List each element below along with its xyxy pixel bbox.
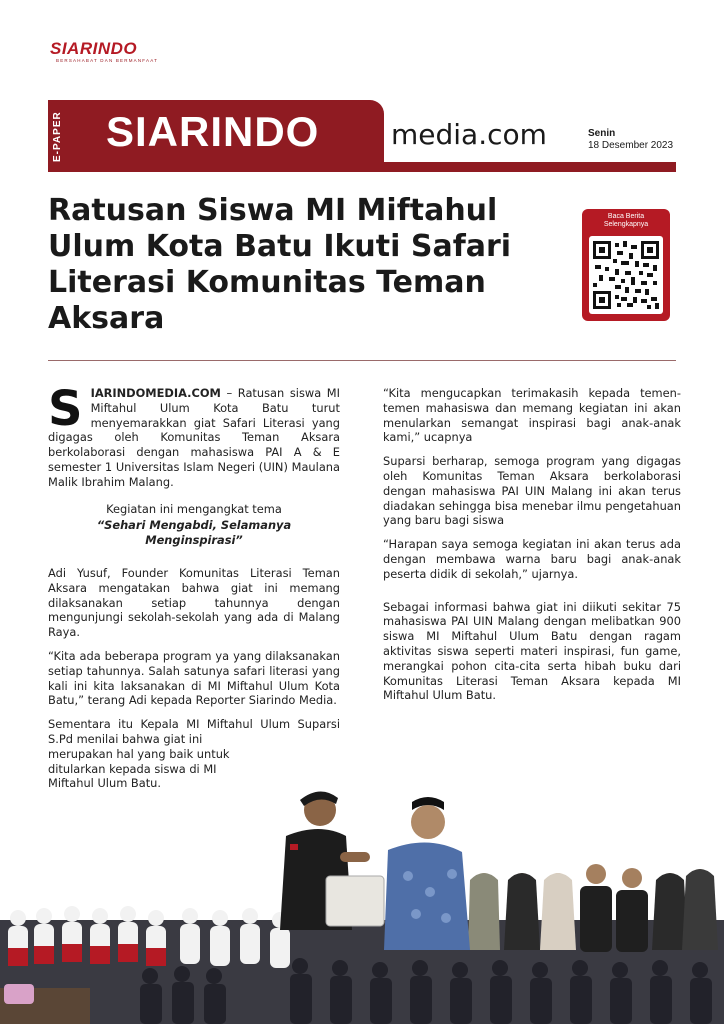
theme-quote: “Sehari Mengabdi, Selamanya Menginspirasi”: [96, 518, 292, 548]
paragraph: Suparsi berharap, semoga program yang digagas oleh Komunitas Teman Aksara berkolaborasi dengan mahasiswa PAI UIN Malang ini akan terus diadakan sehingga bisa menebar ilmu pengetahuan yang baru bagi siswa: [383, 454, 681, 528]
qr-pattern: [593, 241, 659, 309]
issue-day: Senin: [588, 128, 616, 139]
masthead-underline: [48, 162, 676, 172]
paragraph: Sementara itu Kepala MI Miftahul Ulum Suparsi S.Pd menilai bahwa giat ini: [48, 717, 340, 746]
photo-bag: [4, 984, 34, 1004]
top-logo: [50, 40, 210, 66]
lead-paragraph: [48, 381, 340, 490]
photo-students-right: [468, 864, 718, 952]
qr-code[interactable]: [589, 236, 663, 314]
lead-dateline: IARINDOMEDIA.COM: [90, 386, 221, 400]
paragraph: “Kita ada beberapa program ya yang dilaksanakan setiap tahunnya. Salah satunya safari literasi yang kali ini kita laksanakan di MI Miftahul Ulum Kota Batu,” terang Adi kepada Reporter Siarindo Media.: [48, 648, 340, 708]
masthead-header: [48, 100, 676, 172]
paragraph: Sebagai informasi bahwa giat ini diikuti sekitar 75 mahasiswa PAI UIN Malang dengan melibatkan 900 siswa MI Miftahul Ulum Batu dengan ragam aktivitas siswa seperti materi inspirasi, fun game, merangkai pohon cita-cita serta hibah buku dari Komunitas Literasi Teman Aksara kepada MI Miftahul Ulum Batu.: [383, 599, 681, 703]
article-column-right: [383, 386, 681, 712]
paragraph: “Harapan saya semoga kegiatan ini akan terus ada dengan membawa warna baru bagi anak-anak peserta didik di sekolah,” ujarnya.: [383, 537, 681, 581]
paragraph: merupakan hal yang baik untuk ditularkan kepada siswa di MI Miftahul Ulum Batu.: [48, 746, 230, 791]
logo-tagline: BERSAHABAT DAN BERMANFAAT: [56, 58, 159, 63]
paragraph: “Kita mengucapkan terimakasih kepada temen-temen mahasiswa dan memang kegiatan ini akan menularkan semangat inspirasi bagi anak-anak kami,” ucapnya: [383, 386, 681, 445]
issue-date: 18 Desember 2023: [588, 140, 674, 151]
drop-cap: S: [48, 381, 83, 437]
qr-caption-line2: Selengkapnya: [603, 221, 649, 228]
logo-wordmark: SIARINDO: [50, 39, 138, 58]
event-photo: [0, 780, 724, 1024]
theme-intro: Kegiatan ini mengangkat tema: [106, 501, 282, 516]
paragraph: Adi Yusuf, Founder Komunitas Literasi Teman Aksara mengatakan bahwa giat ini memang dilaksanakan setiap tahunnya dengan mengunjungi sekolah-sekolah yang ada di Malang Raya.: [48, 565, 340, 640]
qr-caption: [582, 213, 670, 229]
article-headline: Ratusan Siswa MI Miftahul Ulum Kota Batu Ikuti Safari Literasi Komunitas Teman Aksara: [48, 193, 512, 336]
photo-main-figures: [280, 791, 470, 950]
site-domain: media.com: [391, 118, 547, 151]
headline-divider: [48, 360, 676, 361]
qr-caption-line1: Baca Berita: [607, 213, 645, 220]
edition-label: E-PAPER: [52, 111, 63, 163]
brand-title: SIARINDO: [106, 108, 320, 155]
article-column-left: [48, 381, 340, 800]
lead-text: – Ratusan siswa MI Miftahul Ulum Kota Batu turut menyemarakkan giat Safari Literasi yang digagas oleh Komunitas Teman Aksara berkolaborasi dengan mahasiswa PAI A & E semester 1 Universitas Islam Negeri (UIN) Maulana Malik Ibrahim Malang.: [48, 386, 340, 489]
qr-read-more[interactable]: [582, 209, 670, 321]
